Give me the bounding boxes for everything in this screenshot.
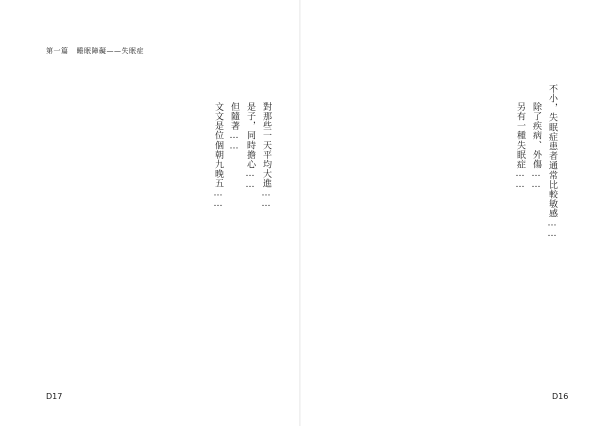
header-part: 第一篇 — [46, 47, 69, 55]
paragraph: 是子，同時擔心…… — [245, 102, 255, 191]
header-title: 睡眠障礙——失眠症 — [76, 47, 144, 55]
paragraph: 但隨著…… — [229, 102, 239, 152]
paragraph: 對那些一天平均大進…… — [261, 102, 271, 210]
paragraph: 另有一種失眠症…… — [515, 102, 525, 191]
paragraph: 文文是位個朝九晚五…… — [213, 102, 223, 210]
right-page — [300, 0, 600, 426]
paragraph: 不小，失眠症患者通常比較敏感…… — [547, 84, 557, 240]
paragraph: 除了疾病、外傷…… — [531, 102, 541, 191]
right-body-text — [328, 84, 560, 374]
page-number: D16 — [552, 392, 569, 401]
page-number: D17 — [46, 392, 63, 401]
running-header — [46, 46, 144, 56]
left-body-text — [48, 84, 274, 374]
